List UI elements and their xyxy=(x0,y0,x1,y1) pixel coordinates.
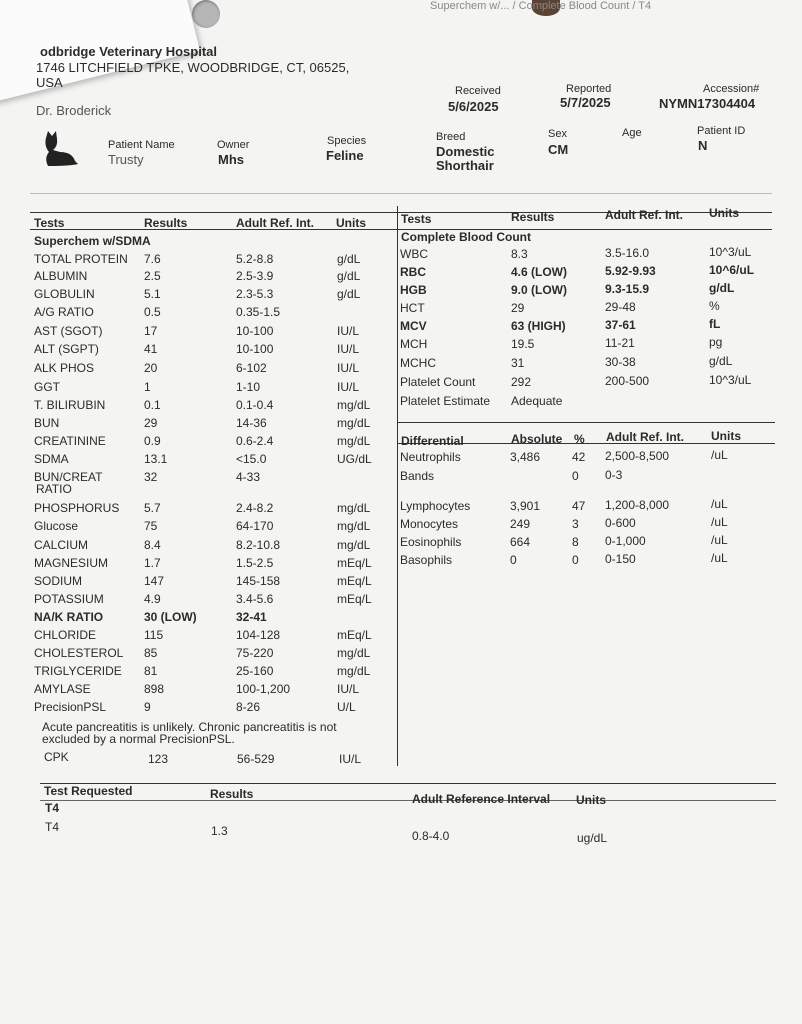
chem-units: mg/dL xyxy=(337,501,371,515)
chem-ref-range: 2.4-8.2 xyxy=(236,501,274,515)
chem-units: g/dL xyxy=(337,287,361,301)
diff-units: /uL xyxy=(711,533,728,547)
cbc-result: 63 (HIGH) xyxy=(511,319,566,333)
chem-units: mg/dL xyxy=(337,538,371,552)
chem-result: 85 xyxy=(144,646,158,660)
chem-ref-range: 64-170 xyxy=(236,519,274,533)
cbc-header-results: Results xyxy=(511,210,555,224)
chem-test-name: MAGNESIUM xyxy=(34,556,109,570)
diff-ref-range: 0-3 xyxy=(605,468,623,482)
t4-header-line xyxy=(40,800,776,801)
chem-test-name: ALK PHOS xyxy=(34,361,95,375)
cbc-section-title: Complete Blood Count xyxy=(401,230,531,244)
diff-percent: 8 xyxy=(572,535,579,549)
cbc-ref-range: 5.92-9.93 xyxy=(605,264,656,278)
chem-units: mEq/L xyxy=(337,592,372,606)
chem-units: mg/dL xyxy=(337,519,371,533)
chem-units: IU/L xyxy=(337,380,360,394)
chem-ref-range: 25-160 xyxy=(236,664,274,678)
chem-test-name: BUN xyxy=(34,416,60,430)
chem-test-name: CALCIUM xyxy=(34,538,89,552)
diff-absolute: 249 xyxy=(510,517,531,531)
cbc-test-name: RBC xyxy=(400,265,426,279)
chem-ref-range: 1.5-2.5 xyxy=(236,556,274,570)
cbc-units: 10^6/uL xyxy=(709,263,755,277)
chem-test-name-line2: RATIO xyxy=(36,482,72,496)
chem-ref-range: 2.5-3.9 xyxy=(236,269,274,283)
chem-test-name: NA/K RATIO xyxy=(34,610,104,624)
cbc-ref-range: 9.3-15.9 xyxy=(605,282,650,296)
chem-units: mEq/L xyxy=(337,556,372,570)
diff-percent: 3 xyxy=(572,517,579,531)
chem-test-name: SDMA xyxy=(34,452,69,466)
chem-result: 5.7 xyxy=(144,501,161,515)
diff-ref-range: 0-600 xyxy=(605,516,636,530)
cbc-ref-range: 30-38 xyxy=(605,355,636,369)
chem-result: 0.5 xyxy=(144,305,161,319)
t4-header-ref: Adult Reference Interval xyxy=(412,792,551,806)
diff-percent: 0 xyxy=(572,553,579,567)
chem-header-units: Units xyxy=(336,216,366,230)
chem-test-name: PHOSPHORUS xyxy=(34,501,120,515)
breed-label: Breed xyxy=(436,131,466,143)
chem-test-name: GGT xyxy=(34,380,60,394)
chem-ref-range: 8-26 xyxy=(236,700,261,714)
diff-units: /uL xyxy=(711,497,728,511)
chem-test-name: ALBUMIN xyxy=(34,269,88,283)
chem-ref-range: 0.35-1.5 xyxy=(236,305,281,319)
chem-units: IU/L xyxy=(337,361,360,375)
chem-ref-range: 1-10 xyxy=(236,380,261,394)
t4-test: T4 xyxy=(45,820,60,834)
chem-test-name: AMYLASE xyxy=(34,682,91,696)
breed-value-line2: Shorthair xyxy=(436,158,494,173)
diff-ref-range: 0-150 xyxy=(605,552,636,566)
chem-result: 32 xyxy=(144,470,158,484)
chem-result: 81 xyxy=(144,664,158,678)
chem-units: IU/L xyxy=(337,682,360,696)
cpk-result: 123 xyxy=(148,752,169,766)
diff-absolute: 3,901 xyxy=(510,499,541,513)
received-date: 5/6/2025 xyxy=(448,99,499,114)
chem-units: mEq/L xyxy=(337,628,372,642)
cbc-units: 10^3/uL xyxy=(709,245,752,259)
cbc-units: % xyxy=(709,299,720,313)
cat-silhouette-icon xyxy=(40,128,80,168)
punch-hole xyxy=(192,0,220,28)
cbc-result: 9.0 (LOW) xyxy=(511,283,567,297)
cbc-units: pg xyxy=(709,335,723,349)
chem-units: mg/dL xyxy=(337,434,371,448)
species-label: Species xyxy=(327,135,367,147)
cut-off-header-text: Superchem w/... / Complete Blood Count / T4 xyxy=(430,0,652,12)
chem-ref-range: 145-158 xyxy=(236,574,281,588)
t4-header-units: Units xyxy=(576,793,606,807)
chem-note-line2: excluded by a normal PrecisionPSL. xyxy=(42,732,235,746)
diff-header-differential: Differential xyxy=(401,434,464,448)
diff-header-ref: Adult Ref. Int. xyxy=(606,430,684,444)
chem-test-name: AST (SGOT) xyxy=(34,324,103,338)
chem-result: 29 xyxy=(144,416,158,430)
chem-test-name: POTASSIUM xyxy=(34,592,104,606)
chem-test-name: CHOLESTEROL xyxy=(34,646,124,660)
chem-test-name: SODIUM xyxy=(34,574,82,588)
chem-result: 41 xyxy=(144,342,158,356)
sex-label: Sex xyxy=(548,128,567,140)
chem-ref-range: 100-1,200 xyxy=(236,682,291,696)
cbc-ref-range: 11-21 xyxy=(605,336,635,350)
cbc-test-name: HCT xyxy=(400,301,425,315)
diff-units: /uL xyxy=(711,551,728,565)
chem-header-results: Results xyxy=(144,216,188,230)
diff-cell-name: Basophils xyxy=(400,553,453,567)
chem-result: 4.9 xyxy=(144,592,161,606)
chem-result: 8.4 xyxy=(144,538,161,552)
chem-result: 2.5 xyxy=(144,269,161,283)
received-label: Received xyxy=(455,85,501,97)
chem-test-name: T. BILIRUBIN xyxy=(34,398,106,412)
chem-test-name: TRIGLYCERIDE xyxy=(34,664,122,678)
diff-cell-name: Monocytes xyxy=(400,517,459,531)
diff-percent: 47 xyxy=(572,499,586,513)
diff-header-percent: % xyxy=(574,432,585,446)
chem-units: mg/dL xyxy=(337,398,371,412)
chem-test-name: TOTAL PROTEIN xyxy=(34,252,128,266)
cbc-test-name: Platelet Estimate xyxy=(400,394,491,408)
cbc-test-name: MCH xyxy=(400,337,428,351)
patient-id-value: N xyxy=(698,138,708,153)
chem-test-name: GLOBULIN xyxy=(34,287,95,301)
cpk-test: CPK xyxy=(44,750,69,764)
cbc-ref-range: 200-500 xyxy=(605,374,650,388)
age-label: Age xyxy=(622,127,642,139)
chem-units: UG/dL xyxy=(337,452,372,466)
diff-ref-range: 1,200-8,000 xyxy=(605,498,670,512)
cbc-result: Adequate xyxy=(511,394,563,408)
reported-date: 5/7/2025 xyxy=(560,95,611,110)
chem-ref-range: 10-100 xyxy=(236,324,274,338)
chem-units: IU/L xyxy=(337,324,360,338)
diff-absolute: 664 xyxy=(510,535,531,549)
chem-result: 147 xyxy=(144,574,165,588)
cbc-units: fL xyxy=(709,317,721,331)
t4-top-line xyxy=(40,783,776,784)
cbc-ref-range: 3.5-16.0 xyxy=(605,246,650,260)
diff-units: /uL xyxy=(711,515,728,529)
cpk-units: IU/L xyxy=(339,752,362,766)
diff-cell-name: Lymphocytes xyxy=(400,499,471,513)
chem-units: mg/dL xyxy=(337,416,371,430)
cbc-units: g/dL xyxy=(709,354,733,368)
chem-ref-range: 8.2-10.8 xyxy=(236,538,281,552)
cbc-test-name: Platelet Count xyxy=(400,375,476,389)
t4-result: 1.3 xyxy=(211,824,228,838)
diff-ref-range: 2,500-8,500 xyxy=(605,449,670,463)
chem-ref-range: 6-102 xyxy=(236,361,267,375)
chem-result: 115 xyxy=(144,628,164,642)
chem-result: 75 xyxy=(144,519,158,533)
t4-header-test: Test Requested xyxy=(44,784,133,798)
diff-cell-name: Bands xyxy=(400,469,435,483)
chem-ref-range: 3.4-5.6 xyxy=(236,592,274,606)
chem-units: mg/dL xyxy=(337,664,371,678)
cbc-ref-range: 37-61 xyxy=(605,318,636,332)
divider-patient xyxy=(30,193,772,194)
chem-section-title: Superchem w/SDMA xyxy=(34,234,151,248)
chem-ref-range: <15.0 xyxy=(236,452,267,466)
chem-result: 13.1 xyxy=(144,452,168,466)
chem-result: 17 xyxy=(144,324,158,338)
diff-absolute: 0 xyxy=(510,553,517,567)
diff-absolute: 3,486 xyxy=(510,450,541,464)
chem-ref-range: 0.6-2.4 xyxy=(236,434,274,448)
chem-result: 1 xyxy=(144,380,151,394)
diff-ref-range: 0-1,000 xyxy=(605,534,646,548)
chem-result: 9 xyxy=(144,700,151,714)
cbc-result: 8.3 xyxy=(511,247,528,261)
cbc-header-units: Units xyxy=(709,206,739,220)
chem-result: 0.9 xyxy=(144,434,161,448)
breed-value-line1: Domestic xyxy=(436,144,495,159)
chem-result: 1.7 xyxy=(144,556,161,570)
cbc-test-name: HGB xyxy=(400,283,427,297)
owner-label: Owner xyxy=(217,139,250,151)
chem-test-name: CREATININE xyxy=(34,434,106,448)
patient-name-label: Patient Name xyxy=(108,139,175,151)
chem-header-ref: Adult Ref. Int. xyxy=(236,216,314,230)
diff-header-absolute: Absolute xyxy=(511,432,563,446)
hospital-name: odbridge Veterinary Hospital xyxy=(40,44,217,59)
chem-ref-range: 5.2-8.8 xyxy=(236,252,274,266)
chem-test-name: ALT (SGPT) xyxy=(34,342,99,356)
chem-result: 5.1 xyxy=(144,287,161,301)
cpk-ref: 56-529 xyxy=(237,752,275,766)
t4-section-label: T4 xyxy=(45,801,60,815)
hospital-country: USA xyxy=(36,75,63,90)
cbc-result: 31 xyxy=(511,356,525,370)
chem-ref-range: 32-41 xyxy=(236,610,267,624)
cbc-header-tests: Tests xyxy=(401,212,432,226)
chem-units: IU/L xyxy=(337,342,360,356)
t4-ref: 0.8-4.0 xyxy=(412,829,450,843)
cbc-units: g/dL xyxy=(709,281,735,295)
sex-value: CM xyxy=(548,142,569,157)
patient-name-value: Trusty xyxy=(108,152,144,167)
cbc-ref-range: 29-48 xyxy=(605,300,636,314)
diff-units: /uL xyxy=(711,448,728,462)
chem-ref-range: 10-100 xyxy=(236,342,274,356)
chem-result: 7.6 xyxy=(144,252,161,266)
chem-test-name: PrecisionPSL xyxy=(34,700,107,714)
chem-ref-range: 4-33 xyxy=(236,470,261,484)
chem-units: g/dL xyxy=(337,252,361,266)
chem-header-tests: Tests xyxy=(34,216,65,230)
cbc-header-ref: Adult Ref. Int. xyxy=(605,208,683,222)
cbc-test-name: MCHC xyxy=(400,356,436,370)
accession-number: NYMN17304404 xyxy=(659,96,756,111)
chem-note-line1: Acute pancreatitis is unlikely. Chronic pancreatitis is not xyxy=(42,720,337,734)
reported-label: Reported xyxy=(566,83,612,95)
chem-result: 0.1 xyxy=(144,398,161,412)
cbc-test-name: WBC xyxy=(400,247,428,261)
table-column-divider xyxy=(397,206,398,766)
chem-units: g/dL xyxy=(337,269,361,283)
diff-cell-name: Neutrophils xyxy=(400,450,461,464)
cbc-units: 10^3/uL xyxy=(709,373,752,387)
chem-test-name: A/G RATIO xyxy=(34,305,94,319)
chem-ref-range: 75-220 xyxy=(236,646,274,660)
t4-header-results: Results xyxy=(210,787,254,801)
chem-ref-range: 2.3-5.3 xyxy=(236,287,274,301)
chem-test-name: CHLORIDE xyxy=(34,628,97,642)
chem-result: 20 xyxy=(144,361,158,375)
chem-units: mg/dL xyxy=(337,646,371,660)
doctor-name: Dr. Broderick xyxy=(36,103,112,118)
chem-ref-range: 104-128 xyxy=(236,628,281,642)
diff-percent: 0 xyxy=(572,469,579,483)
accession-label: Accession# xyxy=(703,83,760,95)
chem-test-name: Glucose xyxy=(34,519,79,533)
chem-test-name: BUN/CREAT xyxy=(34,470,103,484)
t4-units: ug/dL xyxy=(577,831,608,845)
cbc-test-name: MCV xyxy=(400,319,427,333)
chem-ref-range: 14-36 xyxy=(236,416,267,430)
chem-result: 898 xyxy=(144,682,165,696)
diff-cell-name: Eosinophils xyxy=(400,535,462,549)
chem-ref-range: 0.1-0.4 xyxy=(236,398,274,412)
chem-units: U/L xyxy=(337,700,356,714)
hospital-address: 1746 LITCHFIELD TPKE, WOODBRIDGE, CT, 06525, xyxy=(36,60,350,75)
cbc-result: 29 xyxy=(511,301,525,315)
cbc-result: 292 xyxy=(511,375,532,389)
chem-units: mEq/L xyxy=(337,574,372,588)
diff-header-units: Units xyxy=(711,429,741,443)
chem-result: 30 (LOW) xyxy=(144,610,197,624)
diff-top-line xyxy=(397,422,775,423)
cbc-result: 19.5 xyxy=(511,337,535,351)
owner-value: Mhs xyxy=(218,152,244,167)
diff-percent: 42 xyxy=(572,450,586,464)
cbc-result: 4.6 (LOW) xyxy=(511,265,567,279)
patient-id-label: Patient ID xyxy=(697,125,746,137)
species-value: Feline xyxy=(326,148,364,163)
